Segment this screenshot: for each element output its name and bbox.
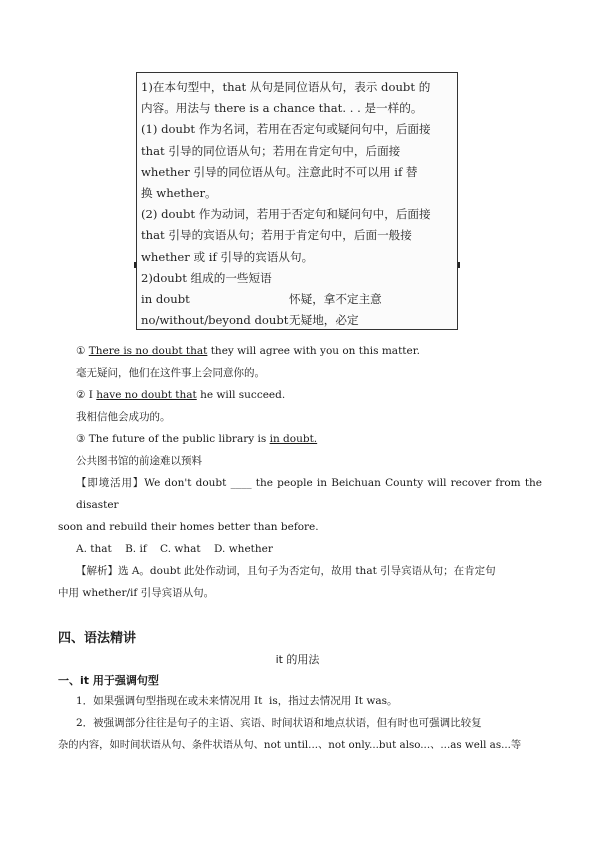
note-line: that 引导的同位语从句；若用在肯定句中，后面接 (141, 143, 401, 158)
underlined-phrase: have no doubt that (96, 389, 197, 401)
note-line: 2)doubt 组成的一些短语 (141, 270, 272, 285)
note-line: whether 或 if 引导的宾语从句。 (141, 249, 314, 264)
grammar-point-2-cont: 杂的内容，如时间状语从句、条件状语从句、not until...、not only...but also...、...as well as...等 (58, 739, 522, 751)
analysis-text: 选 A。doubt 此处作动词，且句子为否定句，故用 that 引导宾语从句；在肯定句 (118, 565, 496, 577)
topic-title: it 的用法 (275, 653, 320, 666)
note-line: that 引导的宾语从句；若用于肯定句中，后面一般接 (141, 228, 412, 243)
underlined-phrase: in doubt. (269, 433, 318, 445)
phrase-cn: 无疑地，必定 (289, 313, 359, 328)
example-text: I (85, 389, 97, 401)
exercise-text: We don't doubt ____ the people in Beichuan County will recover from the (144, 477, 543, 489)
image-handle-left (134, 262, 136, 268)
exercise-analysis (76, 564, 496, 578)
subsection-heading: 一、it 用于强调句型 (58, 674, 159, 687)
note-line: 1)在本句型中，that 从句是同位语从句，表示 doubt 的 (141, 80, 431, 94)
example-3 (76, 432, 317, 446)
example-1-translation: 毫无疑问，他们在这件事上会同意你的。 (76, 367, 265, 379)
example-text: they will agree with you on this matter. (207, 345, 420, 357)
example-2-translation: 我相信他会成功的。 (76, 411, 171, 423)
underlined-phrase: There is no doubt that (88, 345, 208, 357)
example-1 (76, 344, 420, 358)
example-number: ③ (76, 433, 86, 445)
note-line: (1) doubt 作为名词，若用在否定句或疑问句中，后面接 (141, 122, 431, 137)
example-number: ① (76, 345, 86, 357)
example-3-translation: 公共图书馆的前途难以预料 (76, 455, 202, 467)
exercise-text: disaster (76, 499, 119, 511)
note-line: 内容。用法与 there is a chance that. . . 是一样的。 (141, 101, 423, 116)
exercise-question (76, 476, 542, 490)
phrase-cn: 怀疑，拿不定主意 (289, 291, 382, 306)
example-text: he will succeed. (196, 389, 286, 401)
phrase-en: in doubt (141, 291, 190, 306)
example-text: The future of the public library is (85, 433, 270, 445)
note-line: 换 whether。 (141, 185, 217, 200)
phrase-en: no/without/beyond doubt (141, 313, 289, 328)
analysis-label: 【解析】 (76, 565, 118, 577)
phrase-row (141, 289, 454, 310)
grammar-note-box (136, 72, 458, 330)
image-handle-right (458, 262, 460, 268)
section-heading: 四、语法精讲 (58, 631, 137, 646)
grammar-point-2: 2．被强调部分往往是句子的主语、宾语、时间状语和地点状语，但有时也可强调比较复 (76, 717, 482, 729)
exercise-options: A. that B. if C. what D. whether (76, 543, 273, 555)
example-2 (76, 388, 285, 402)
exercise-label: 【即境活用】 (76, 477, 145, 489)
exercise-text: soon and rebuild their homes better than before. (58, 521, 319, 533)
example-number: ② (76, 389, 86, 401)
note-line: whether 引导的同位语从句。注意此时不可以用 if 替 (141, 164, 418, 179)
analysis-text: 中用 whether/if 引导宾语从句。 (58, 587, 215, 599)
note-line: (2) doubt 作为动词，若用于否定句和疑问句中，后面接 (141, 207, 431, 222)
phrase-row (141, 310, 454, 331)
grammar-point-1: 1．如果强调句型指现在或未来情况用 It is，指过去情况用 It was。 (76, 695, 398, 707)
